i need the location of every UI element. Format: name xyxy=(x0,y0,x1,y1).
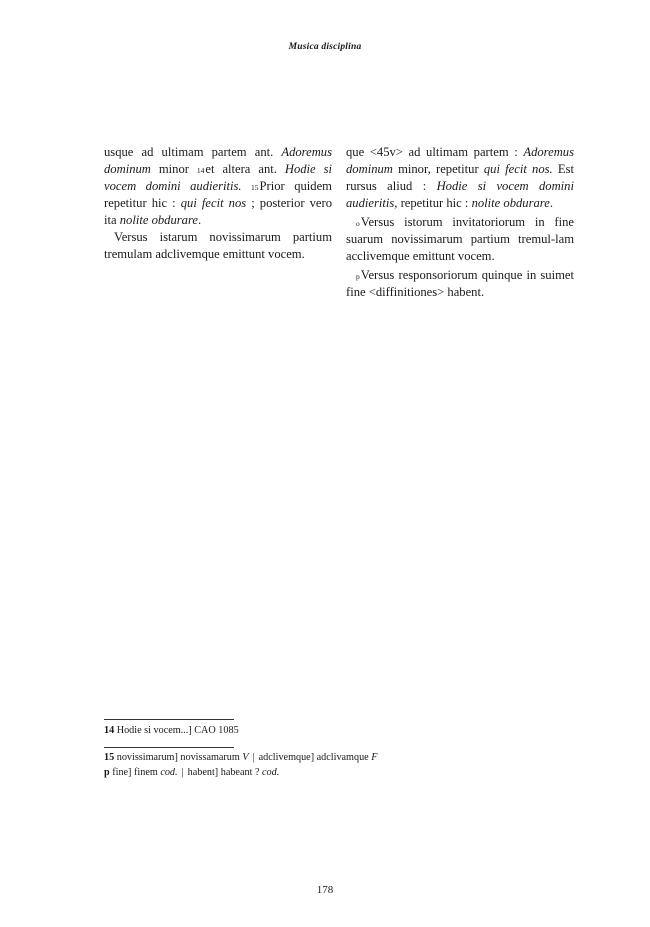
footnote-p xyxy=(104,765,584,780)
footnote-number: p xyxy=(104,767,110,778)
italic-span: Hodie si vocem domini audieritis. xyxy=(104,162,332,193)
separator: | xyxy=(181,767,184,778)
italic-span: nolite obdurare xyxy=(471,196,550,210)
footnote-number: 15 xyxy=(104,752,115,763)
footnote-divider xyxy=(104,719,234,720)
footnote-marker-o[interactable]: o xyxy=(356,219,360,228)
footnote-marker-14[interactable]: 14 xyxy=(196,166,205,175)
text-span: Versus responsoriorum quinque in suimet fine <diffinitiones> habent. xyxy=(346,268,574,299)
right-paragraph-2 xyxy=(346,214,574,265)
running-head: Musica disciplina xyxy=(288,42,362,52)
text-span: . xyxy=(549,196,553,210)
text-span: usque ad ultimam partem ant. xyxy=(104,145,282,159)
footnote-divider xyxy=(104,747,234,748)
left-paragraph-1 xyxy=(104,144,332,229)
text-span: . xyxy=(198,213,202,227)
text-span: Est rursus aliud : xyxy=(346,162,574,193)
text-span xyxy=(242,179,251,193)
footnote-text: habent] habeant ? xyxy=(187,767,263,778)
text-span: minor, repetitur xyxy=(392,162,484,176)
text-span: et altera ant. xyxy=(205,162,285,176)
italic-span: Adoremus dominum xyxy=(104,145,332,176)
left-column xyxy=(104,144,332,263)
text-span: ; posterior vero ita xyxy=(104,196,332,227)
text-span: Prior quidem repetitur hic : xyxy=(104,179,332,210)
footnote-number: 14 xyxy=(104,725,115,736)
text-span: minor xyxy=(150,162,197,176)
italic-span: nolite obdurare xyxy=(119,213,198,227)
siglum: cod. xyxy=(160,767,178,778)
right-paragraph-3 xyxy=(346,267,574,301)
left-paragraph-2: Versus istarum novissimarum partium tremulam adclivemque emittunt vocem. xyxy=(104,230,332,261)
text-span: que <45v> ad ultimam partem : xyxy=(346,145,524,159)
siglum: cod. xyxy=(262,767,280,778)
siglum: F xyxy=(371,752,378,763)
right-column xyxy=(346,144,574,301)
footnote-text: adclivemque] adclivamque xyxy=(258,752,372,763)
italic-span: qui fecit nos. xyxy=(483,162,553,176)
footnote-text: fine] finem xyxy=(112,767,161,778)
separator: | xyxy=(252,752,255,763)
footnote-marker-p[interactable]: p xyxy=(356,272,360,281)
page-number: 178 xyxy=(316,884,334,896)
footnote-text: Hodie si vocem...] CAO 1085 xyxy=(116,725,239,736)
text-span: Versus istorum invitatoriorum in fine suarum novissimarum partium tremul-lam acclivemque emittunt vocem. xyxy=(346,215,574,263)
footnote-block-1 xyxy=(104,723,584,738)
siglum: V xyxy=(242,752,249,763)
footnote-block-2 xyxy=(104,750,584,780)
footnote-marker-15[interactable]: 15 xyxy=(251,183,259,192)
right-paragraph-1 xyxy=(346,144,574,212)
footnote-15 xyxy=(104,750,584,765)
text-span: , repetitur hic : xyxy=(394,196,472,210)
footnote-14 xyxy=(104,723,584,738)
italic-span: qui fecit nos xyxy=(180,196,247,210)
italic-span: Adoremus dominum xyxy=(346,145,574,176)
footnote-text: novissimarum] novissamarum xyxy=(116,752,243,763)
italic-span: Hodie si vocem domini audieritis xyxy=(346,179,574,210)
